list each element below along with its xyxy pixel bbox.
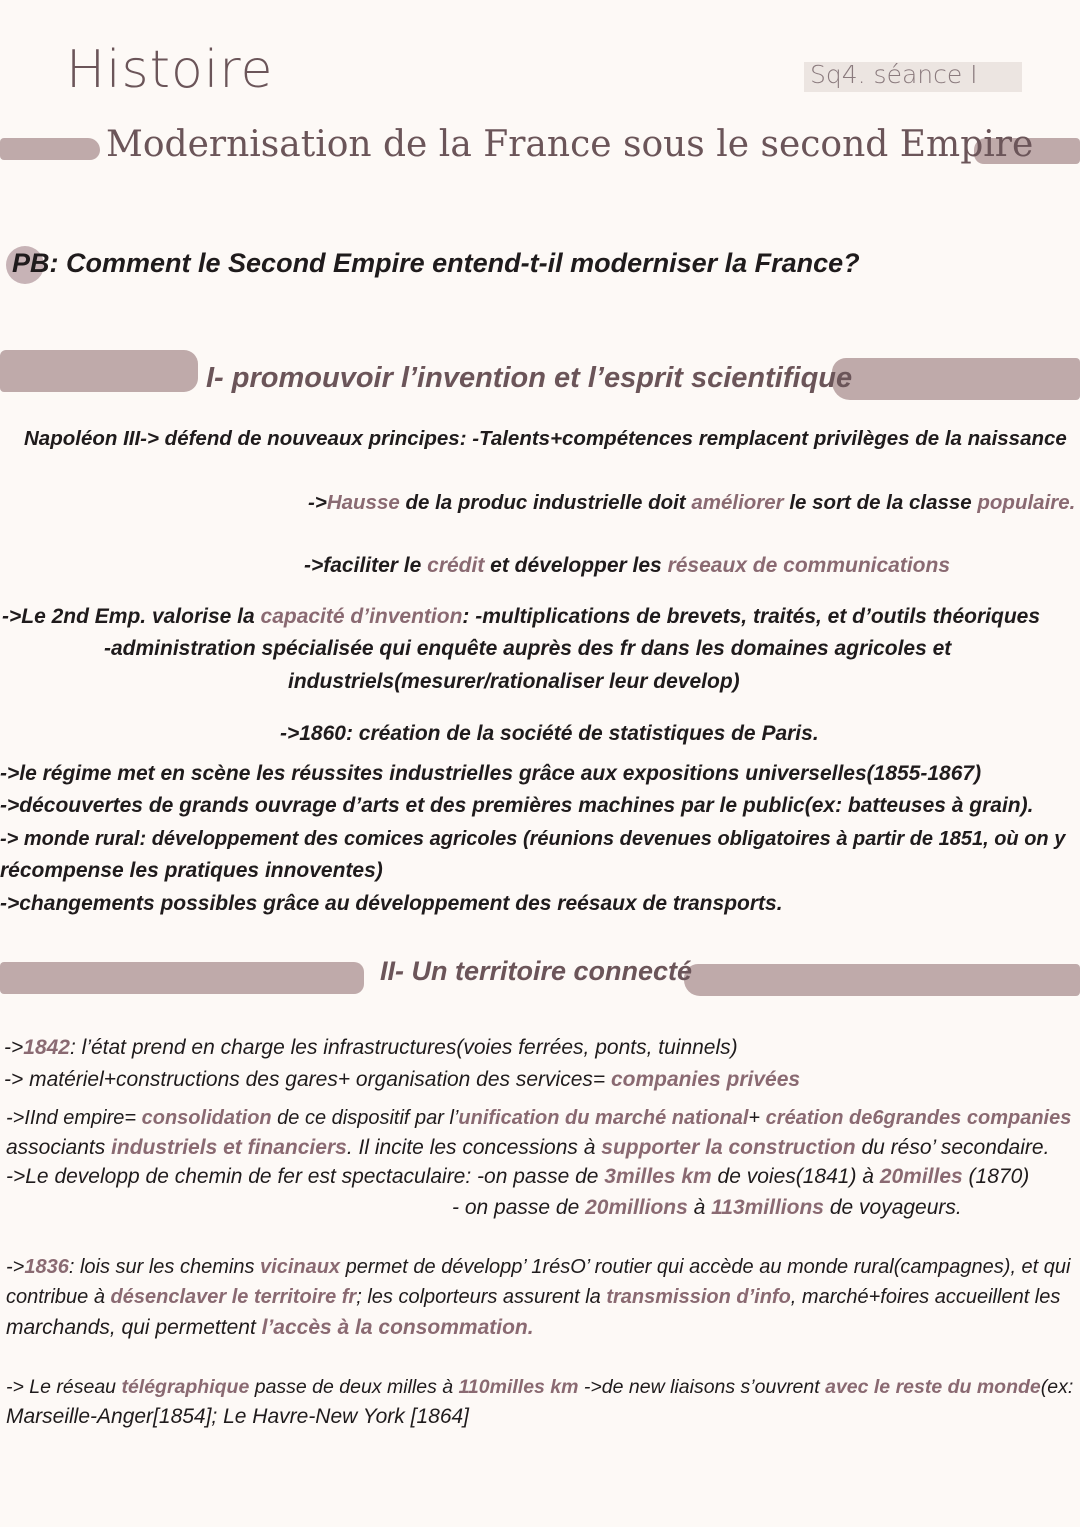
section1-heading: I- promouvoir l’invention et l’esprit scientifique [206,362,853,394]
s2-line-7: ->1836: lois sur les chemins vicinaux permet de développ’ 1résO’ routier qui accède au monde rural(campagnes), et qui [6,1256,1071,1278]
section1-bar-right [832,358,1080,400]
s1-line-7: ->1860: création de la société de statistiques de Paris. [280,722,819,745]
s2-line-9: marchands, qui permettent l’accès à la consommation. [6,1316,534,1339]
s2-line-5: ->Le developp de chemin de fer est spectaculaire: -on passe de 3milles km de voies(1841) à 20milles (1870) [6,1165,1030,1188]
s2-line-4: associants industriels et financiers. Il incite les concessions à supporter la construction du réso’ secondaire. [6,1136,1050,1159]
subtitle-bar-left [0,138,100,160]
s2-line-3: ->IInd empire= consolidation de ce dispositif par l’unification du marché national+ création de6grandes companies [6,1107,1072,1129]
s2-line-11: Marseille-Anger[1854]; Le Havre-New York [1864] [6,1405,470,1428]
problem-statement: PB: Comment le Second Empire entend-t-il moderniser la France? [12,248,860,278]
s2-line-1: ->1842: l’état prend en charge les infrastructures(voies ferrées, ponts, tuinnels) [4,1036,738,1059]
s1-line-12: ->changements possibles grâce au développement des reésaux de transports. [0,892,783,915]
s2-line-6: - on passe de 20millions à 113millions de voyageurs. [452,1196,962,1219]
section2-bar-right [684,964,1080,996]
s1-line-10: -> monde rural: développement des comices agricoles (réunions devenues obligatoires à partir de 1851, où on y [0,828,1066,850]
page-title: Histoire [66,40,274,100]
s2-line-2: -> matériel+constructions des gares+ organisation des services= companies privées [4,1068,801,1091]
s1-line-9: ->découvertes de grands ouvrage d’arts et des premières machines par le public(ex: batteuses à grain). [0,794,1034,817]
s2-line-8: contribue à désenclaver le territoire fr; les colporteurs assurent la transmission d’info, marché+foires accueillent les [6,1286,1061,1308]
section2-heading: II- Un territoire connecté [380,956,693,986]
s1-line-3: ->faciliter le crédit et développer les réseaux de communications [304,554,951,577]
section1-bar-left [0,350,198,392]
s1-line-2: ->Hausse de la produc industrielle doit améliorer le sort de la classe populaire. [308,491,1076,514]
s1-line-11: récompense les pratiques innoventes) [0,859,383,882]
section2-bar-left [0,962,364,994]
page-subtitle: Modernisation de la France sous le second Empire [106,124,1034,165]
s1-line-4: ->Le 2nd Emp. valorise la capacité d’invention: -multiplications de brevets, traités, et d’outils théoriques [2,605,1041,628]
s2-line-10: -> Le réseau télégraphique passe de deux milles à 110milles km ->de new liaisons s’ouvrent avec le reste du monde(ex: [6,1376,1074,1398]
s1-line-8: ->le régime met en scène les réussites industrielles grâce aux expositions universelles(1855-1867) [0,762,982,785]
s1-line-6: industriels(mesurer/rationaliser leur develop) [288,670,740,693]
sequence-label: Sq4. séance I [810,60,978,89]
s1-line-5: -administration spécialisée qui enquête auprès des fr dans les domaines agricoles et [104,637,952,660]
s1-line-1: Napoléon III-> défend de nouveaux principes: -Talents+compétences remplacent privilèges de la naissance [24,427,1067,450]
